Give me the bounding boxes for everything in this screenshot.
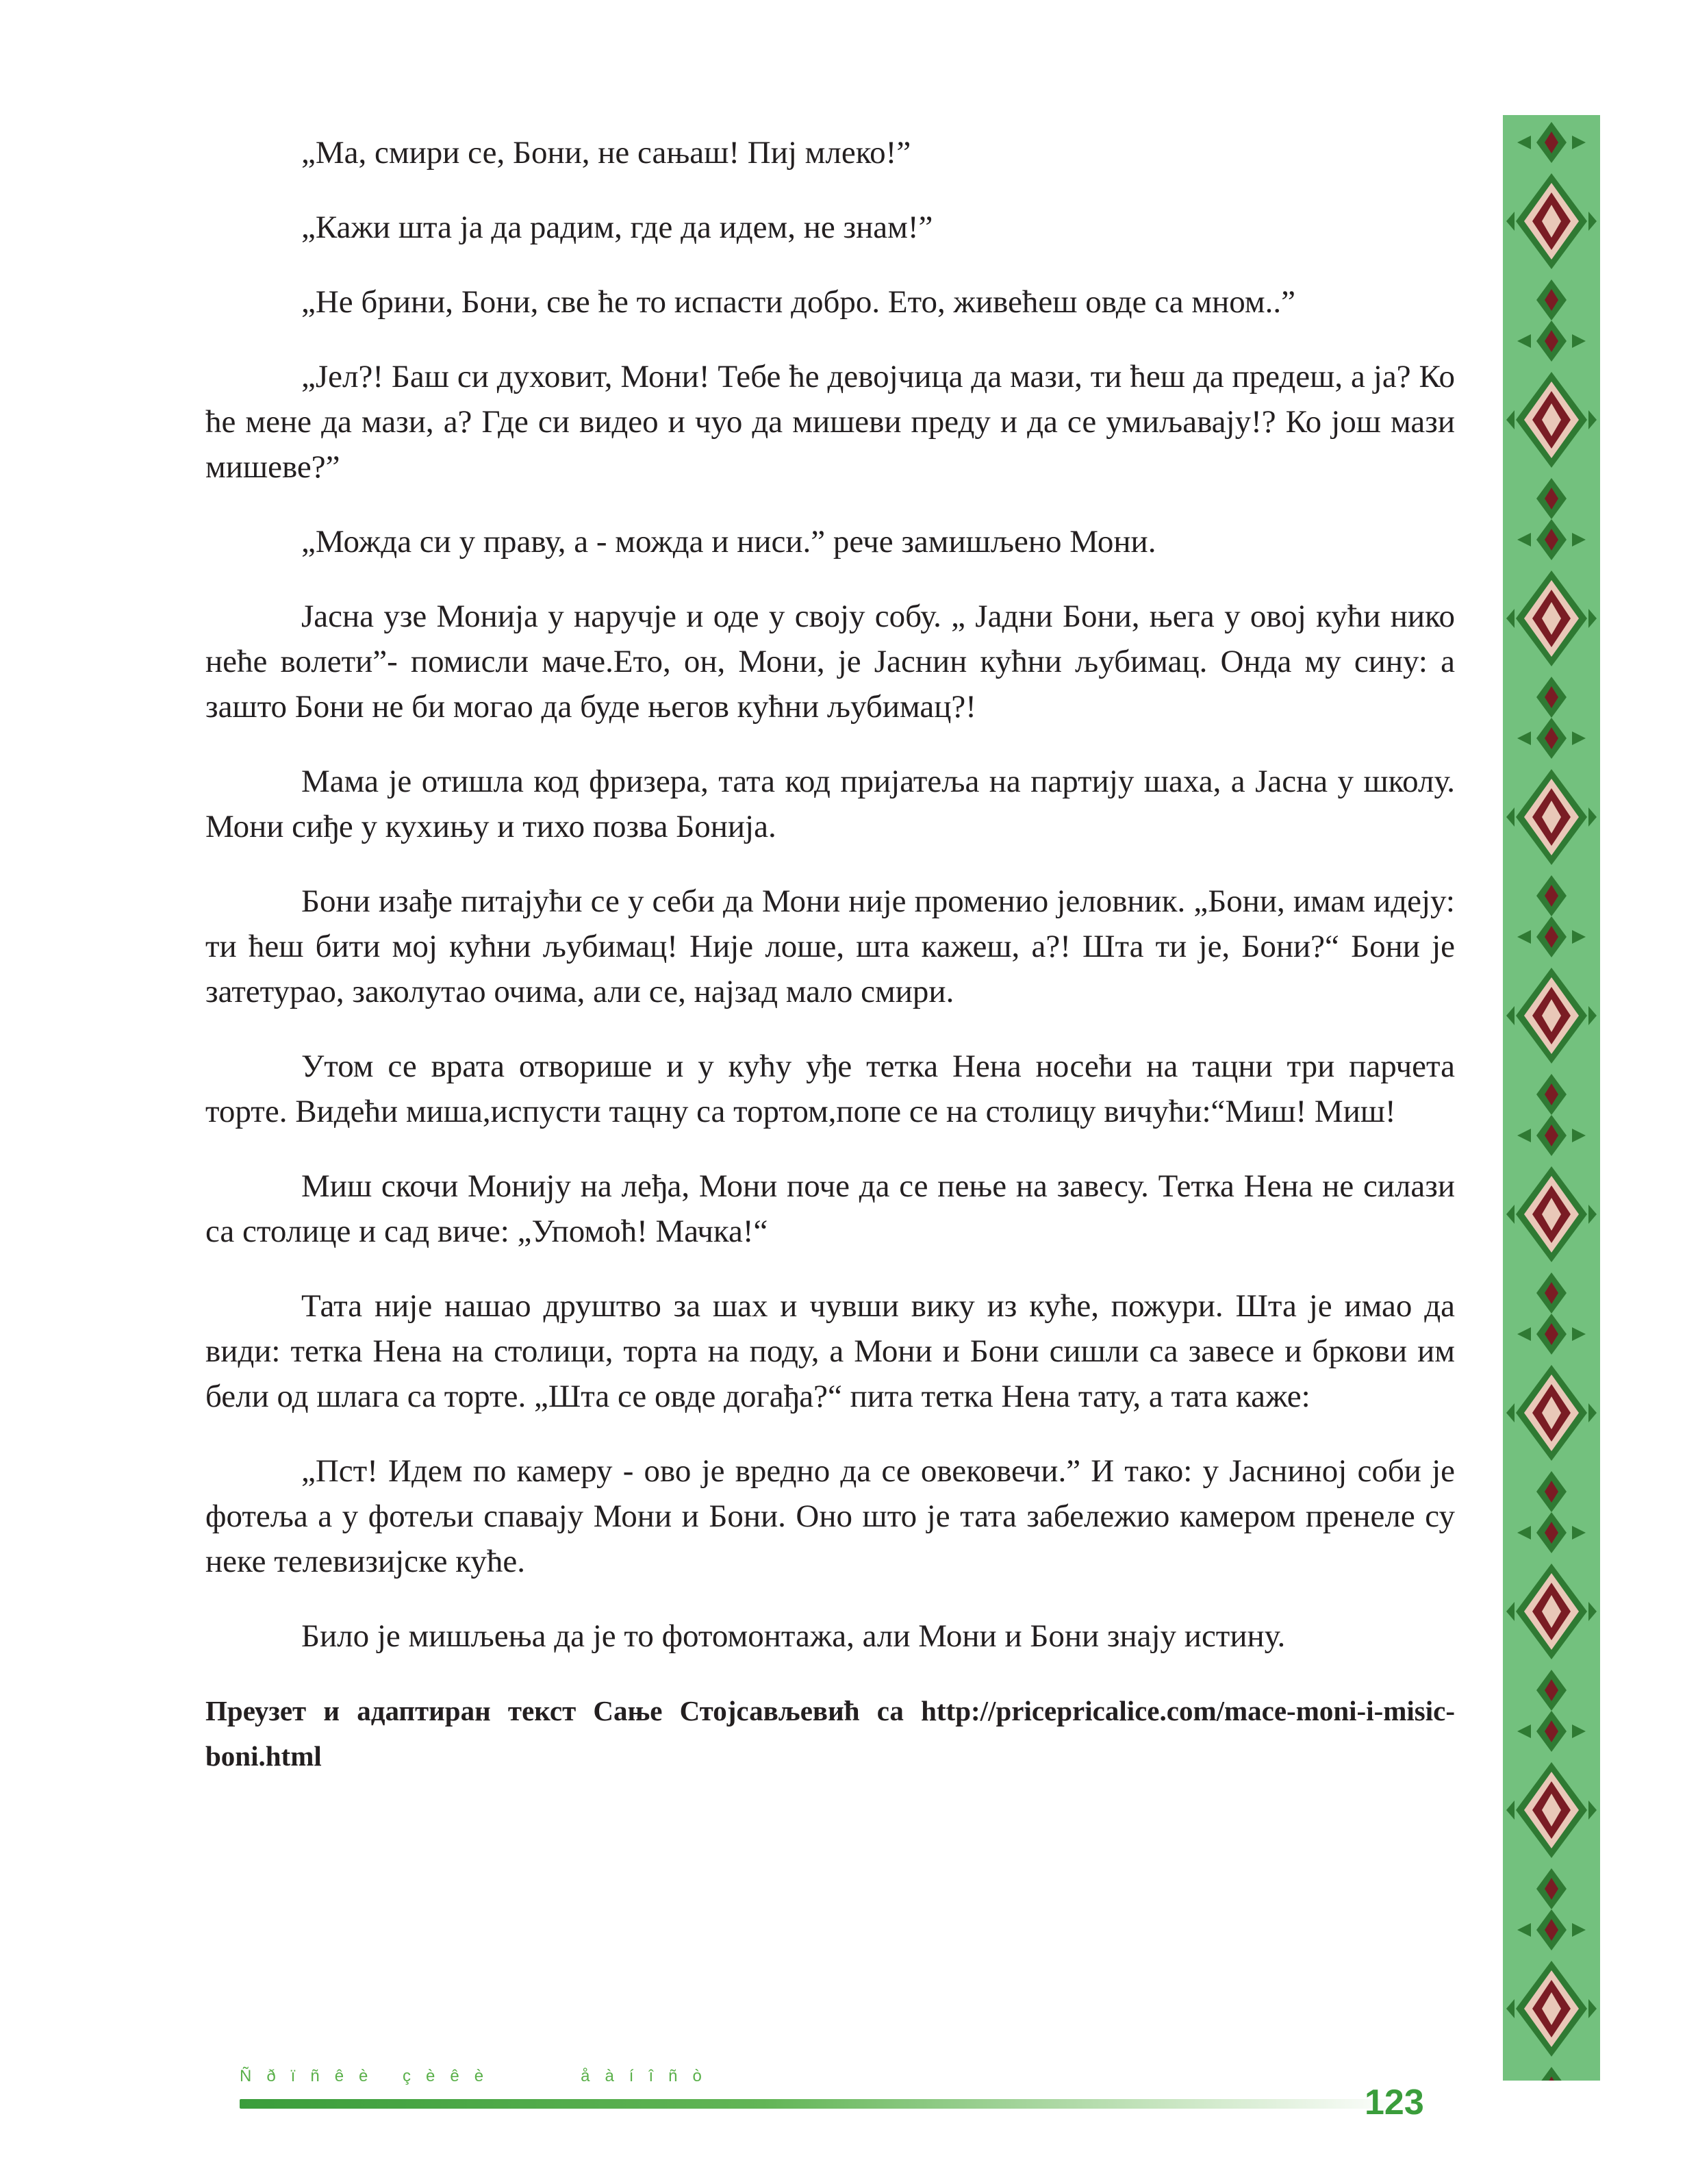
paragraph-1: „Ма, смири се, Бони, не сањаш! Пиј млеко!” [301,135,911,171]
ornament-shape [1588,807,1597,827]
page-body [205,130,1455,1779]
ornament-shape [1506,212,1515,231]
ornament-shape [1588,410,1597,429]
ornament-shape [1572,533,1586,547]
ornament-shape [1572,1923,1586,1937]
paragraph-12: „Пст! Идем по камеру - ово је вредно да се овековечи.” И тако: у Јасниној соби је фотеља а у фотељи спавају Мони и Бони. Оно што је тата забележио камером пренеле су неке телевизијске куће. [205,1453,1455,1579]
paragraph-6: Јасна узе Монија у наручје и оде у своју собу. „ Јадни Бони, њега у овој кући нико неће волети”- помисли маче.Ето, он, Мони, је Јаснин кућни љубимац. Онда му сину: а зашто Бони не би могао да буде његов кућни љубимац?! [205,599,1455,725]
ornament-shape [1572,1327,1586,1341]
ornament-shape [1572,136,1586,149]
ornament-shape [1506,1602,1515,1621]
ornament-shape [1572,334,1586,348]
ornament-shape [1588,212,1597,231]
paragraph-10: Миш скочи Монију на леђа, Мони поче да се пење на завесу. Тетка Нена не силази са столице и сад виче: „Упомоћ! Мачка!“ [205,1168,1455,1249]
paragraph-5: „Можда си у праву, а - можда и ниси.” рече замишљено Мони. [301,524,1156,560]
ornament-shape [1506,609,1515,628]
footer-rule [240,2099,1404,2109]
source-note: Преузет и адаптиран текст Сање Стојсављевић са http://pricepricalice.com/mace-moni-i-misic-boni.html [205,1695,1455,1772]
paragraph-7: Мама је отишла код фризера, тата код пријатеља на партију шаха, а Јасна у школу. Мони сиђе у кухињу и тихо позва Бонија. [205,764,1455,844]
ornament-shape [1588,1205,1597,1224]
ornament-shape [1506,1006,1515,1025]
ornament-shape [1517,731,1531,745]
paragraph-11: Тата није нашао друштво за шах и чувши вику из куће, пожури. Шта је имао да види: тетка Нена на столици, торта на поду, а Мони и Бони сишли са завесе и бркови им бели од шлага са торте. „Шта се овде догађа?“ пита тетка Нена тату, а тата каже: [205,1288,1455,1414]
paragraph-3: „Не брини, Бони, све ће то испасти добро. Ето, живећеш овде са мном..” [301,284,1295,320]
ornament-shape [1572,1724,1586,1738]
ornament-shape [1517,533,1531,547]
page-number: 123 [1365,2083,1424,2122]
ornament-shape [1506,410,1515,429]
ornament-shape [1517,1327,1531,1341]
ornament-shape [1588,1006,1597,1025]
ornament-shape [1517,1526,1531,1540]
paragraph-8: Бони изађе питајући се у себи да Мони није променио јеловник. „Бони, имам идеју: ти ћеш бити мој кућни љубимац! Није лоше, шта кажеш, а?! Шта ти је, Бони?“ Бони је затетурао, заколутао очима, али се, најзад мало смири. [205,883,1455,1009]
ornament-shape [1517,1923,1531,1937]
footer-subject [240,2067,717,2086]
decorative-border-strip [1503,115,1600,2081]
ornament-shape [1572,1526,1586,1540]
ornament-shape [1588,1800,1597,1820]
ornament-pattern-icon [1503,115,1600,2081]
paragraph-2: „Кажи шта ја да радим, где да идем, не знам!” [301,210,933,245]
ornament-shape [1506,1800,1515,1820]
paragraph-13: Било је мишљења да је то фотомонтажа, али Мони и Бони знају истину. [301,1618,1286,1654]
ornament-shape [1572,930,1586,944]
ornament-shape [1517,1129,1531,1142]
ornament-shape [1588,1999,1597,2018]
ornament-shape [1517,1724,1531,1738]
ornament-shape [1506,807,1515,827]
ornament-shape [1572,1129,1586,1142]
footer-subject-part1: Ñðïñêè çèêè [240,2067,499,2085]
ornament-shape [1506,1999,1515,2018]
ornament-shape [1572,731,1586,745]
ornament-shape [1506,1403,1515,1422]
footer-subject-part2: åàíîñò [581,2067,717,2085]
ornament-shape [1588,1403,1597,1422]
ornament-shape [1588,609,1597,628]
ornament-shape [1588,1602,1597,1621]
ornament-shape [1517,930,1531,944]
paragraph-9: Утом се врата отворише и у кућу уђе тетка Нена носећи на тацни три парчета торте. Видећи миша,испусти тацну са тортом,попе се на столицу вичући:“Миш! Миш! [205,1049,1455,1129]
ornament-shape [1506,1205,1515,1224]
paragraph-4: „Јел?! Баш си духовит, Мони! Тебе ће девојчица да мази, ти ћеш да предеш, а ја? Ко ће мене да мази, а? Где си видео и чуо да мишеви преду и да се умиљавају!? Ко још мази мишеве?” [205,359,1455,485]
ornament-shape [1517,136,1531,149]
ornament-shape [1517,334,1531,348]
